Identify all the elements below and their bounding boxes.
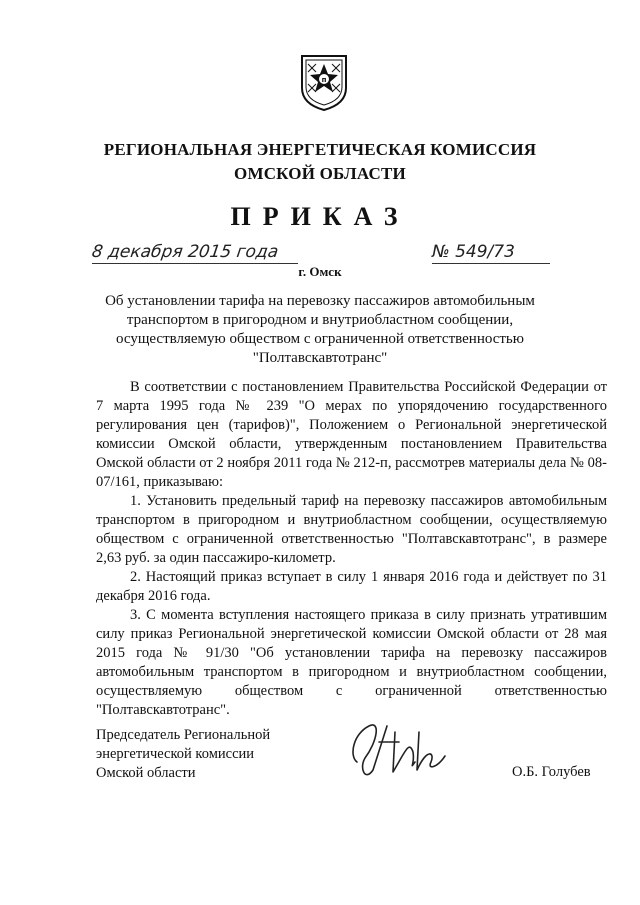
- organization-name-line2: ОМСКОЙ ОБЛАСТИ: [234, 164, 406, 183]
- position-line: энергетической комиссии: [96, 746, 255, 762]
- svg-text:п: п: [321, 76, 327, 84]
- subject-line: "Полтавскавтотранс": [252, 350, 388, 366]
- order-body: [96, 378, 607, 720]
- preamble-paragraph: В соответствии с постановлением Правительства Российской Федерации от 7 марта 1995 года № 239 "О мерах по упорядочению государственного регулирования цен (тарифов)", Положением о Региональной энергетической комиссии Омской области, утвержденным постановлением Правительства Омской области от 2 ноября 2011 года № 212-п, рассмотрев материалы дела № 08-07/161, приказываю:: [96, 379, 607, 490]
- order-item-3: 3. С момента вступления настоящего приказа в силу признать утратившим силу приказ Региональной энергетической комиссии Омской области от 28 мая 2015 года № 91/30 "Об установлении тарифа на перевозку пассажиров автомобильным транспортом в пригородном и внутриобластном сообщении, осуществляемую обществом с ограниченной ответственностью "Полтавскавтотранс".: [96, 607, 607, 718]
- position-line: Председатель Региональной: [96, 727, 271, 743]
- order-item-1: 1. Установить предельный тариф на перевозку пассажиров автомобильным транспортом в пригородном и внутриобластном сообщении, осуществляемую обществом с ограниченной ответственностью "Полтавскавтотранс", в размере 2,63 руб. за один пассажиро-километр.: [96, 493, 607, 566]
- order-item-2: 2. Настоящий приказ вступает в силу 1 января 2016 года и действует по 31 декабря 2016 года.: [96, 569, 607, 604]
- coat-of-arms-emblem: [300, 54, 348, 112]
- subject-line: транспортом в пригородном и внутриобластном сообщении,: [126, 312, 514, 328]
- signatory-position: [96, 726, 270, 783]
- document-title: ПРИКАЗ: [230, 202, 410, 231]
- subject-line: Об установлении тарифа на перевозку пассажиров автомобильным: [105, 293, 535, 309]
- position-line: Омской области: [96, 765, 196, 781]
- handwritten-date: 8 декабря 2015 года: [90, 242, 280, 262]
- signer-name: О.Б. Голубев: [512, 764, 591, 780]
- handwritten-signature: [343, 712, 448, 790]
- organization-name-line1: РЕГИОНАЛЬНАЯ ЭНЕРГЕТИЧЕСКАЯ КОМИССИЯ: [103, 140, 537, 159]
- city-label: г. Омск: [298, 264, 342, 279]
- subject-line: осуществляемую обществом с ограниченной ответственностью: [116, 331, 524, 347]
- handwritten-order-number: № 549/73: [432, 242, 515, 262]
